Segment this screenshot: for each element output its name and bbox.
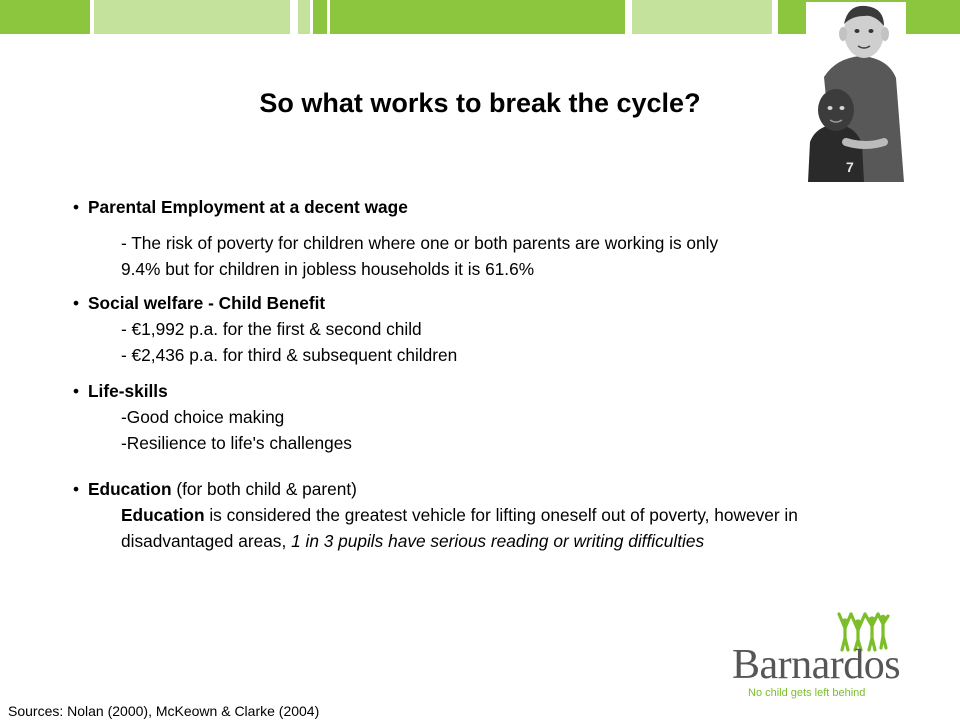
detail-line: -Resilience to life's challenges bbox=[121, 433, 352, 453]
paragraph-bold: Education bbox=[121, 505, 205, 525]
education-paragraph bbox=[121, 502, 861, 554]
bullet-dot-icon: • bbox=[73, 479, 80, 499]
bullet-detail bbox=[121, 404, 873, 456]
bullet-dot-icon: • bbox=[73, 381, 80, 401]
detail-line: - €1,992 p.a. for the first & second child bbox=[121, 319, 422, 339]
bullet-child-benefit bbox=[73, 290, 873, 316]
bar-segment bbox=[0, 0, 90, 34]
bullet-heading: Social welfare - Child Benefit bbox=[88, 293, 326, 313]
barnardos-logo bbox=[732, 608, 910, 702]
bullet-dot-icon: • bbox=[73, 197, 80, 217]
bullet-dot-icon: • bbox=[73, 293, 80, 313]
bar-segment bbox=[94, 0, 290, 34]
bullet-list bbox=[73, 194, 873, 554]
detail-line: 9.4% but for children in jobless households it is 61.6% bbox=[121, 259, 535, 279]
bullet-heading: Parental Employment at a decent wage bbox=[88, 197, 408, 217]
shirt-number: 7 bbox=[846, 159, 854, 175]
bar-segment bbox=[632, 0, 772, 34]
detail-line: -Good choice making bbox=[121, 407, 285, 427]
sources-footnote: Sources: Nolan (2000), McKeown & Clarke (2004) bbox=[8, 703, 320, 719]
bullet-heading-suffix: (for both child & parent) bbox=[171, 479, 357, 499]
bullet-employment bbox=[73, 194, 873, 220]
bar-segment bbox=[298, 0, 310, 34]
paragraph-italic: 1 in 3 pupils have serious reading or writing difficulties bbox=[291, 531, 705, 551]
bullet-heading: Life-skills bbox=[88, 381, 168, 401]
slide-title: So what works to break the cycle? bbox=[259, 88, 701, 118]
bar-segment bbox=[313, 0, 327, 34]
bullet-detail bbox=[121, 230, 873, 282]
bullet-heading: Education bbox=[88, 479, 172, 499]
logo-tagline: No child gets left behind bbox=[748, 687, 866, 699]
detail-line: - The risk of poverty for children where one or both parents are working is only bbox=[121, 233, 719, 253]
paragraph-text: is considered the greatest vehicle for lifting oneself out of poverty, however in disadvantaged areas, bbox=[121, 505, 798, 551]
children-photo bbox=[806, 2, 906, 182]
bullet-detail bbox=[121, 316, 873, 368]
bar-segment bbox=[330, 0, 625, 34]
bullet-life-skills bbox=[73, 378, 873, 404]
bullet-education bbox=[73, 476, 873, 502]
detail-line: - €2,436 p.a. for third & subsequent children bbox=[121, 345, 458, 365]
logo-wordmark: Barnardos bbox=[732, 642, 901, 688]
